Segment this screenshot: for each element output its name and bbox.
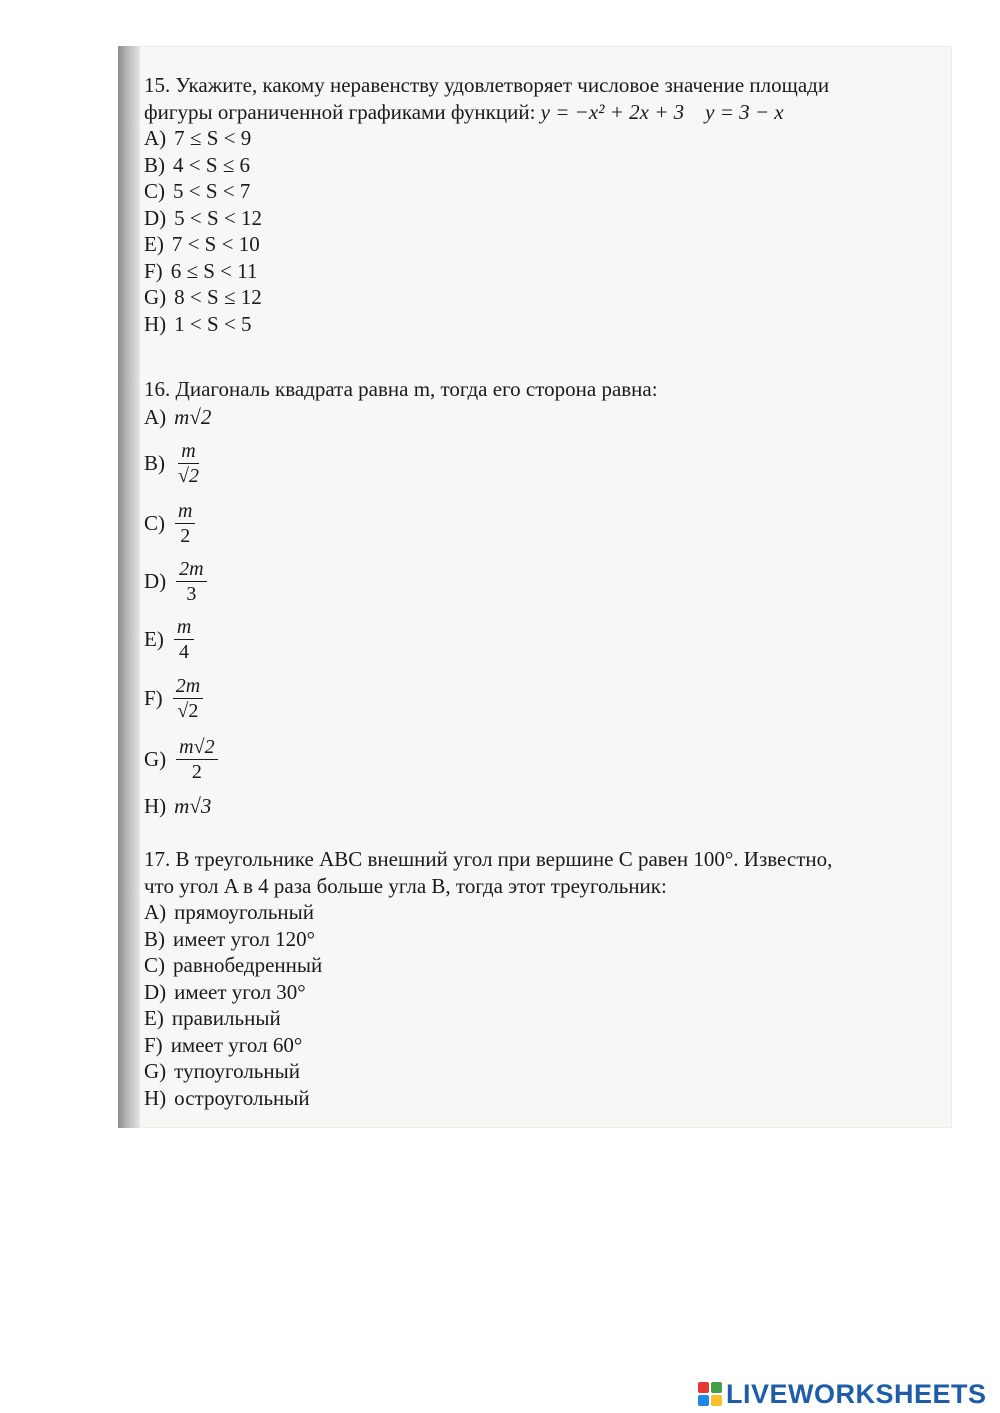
- option-label: A): [144, 900, 167, 924]
- question-17-option-f[interactable]: [144, 1032, 936, 1059]
- logo-square-yellow: [711, 1395, 722, 1406]
- question-17-stem-line-2: что угол A в 4 раза больше угла B, тогда этот треугольник:: [144, 873, 667, 898]
- question-15: [144, 72, 914, 337]
- option-label: G): [144, 747, 167, 772]
- question-15-option-b[interactable]: [144, 152, 914, 179]
- option-text: 6 ≤ S < 11: [170, 258, 258, 283]
- option-text: m√3: [174, 794, 212, 819]
- option-text: 8 < S ≤ 12: [174, 285, 262, 309]
- option-label: C): [144, 511, 165, 536]
- option-label: D): [144, 569, 167, 594]
- fraction-denominator: 2: [180, 525, 191, 547]
- option-text: прямоугольный: [174, 900, 315, 924]
- question-17-option-c[interactable]: [144, 952, 936, 979]
- option-label: D): [144, 205, 167, 230]
- question-15-option-g[interactable]: [144, 284, 914, 311]
- option-text: 7 < S < 10: [171, 232, 260, 256]
- question-15-option-h[interactable]: [144, 311, 914, 338]
- question-15-option-e[interactable]: [144, 231, 914, 258]
- fraction-numerator: 2m: [176, 557, 206, 582]
- question-16-option-h[interactable]: [144, 791, 924, 823]
- fraction: [173, 674, 203, 723]
- option-label: H): [144, 1085, 167, 1110]
- fraction: [176, 735, 217, 784]
- question-16-stem: 16. Диагональ квадрата равна m, тогда его сторона равна:: [144, 377, 658, 401]
- question-17-option-d[interactable]: [144, 979, 936, 1006]
- question-17-option-e[interactable]: [144, 1005, 936, 1032]
- fraction-numerator: 2m: [173, 674, 203, 699]
- option-text: 5 < S < 12: [174, 205, 263, 230]
- option-label: C): [144, 953, 165, 977]
- option-label: C): [144, 179, 165, 203]
- question-17-option-g[interactable]: [144, 1058, 936, 1085]
- fraction-numerator: m√2: [176, 735, 217, 760]
- option-text: имеет угол 120°: [173, 926, 316, 951]
- question-17-option-h[interactable]: [144, 1085, 936, 1112]
- option-text: равнобедренный: [173, 953, 323, 977]
- option-text: имеет угол 60°: [170, 1032, 303, 1057]
- question-16-option-d[interactable]: [144, 553, 924, 611]
- question-15-option-a[interactable]: [144, 125, 914, 152]
- question-17-option-b[interactable]: [144, 926, 936, 953]
- liveworksheets-logo-icon: [698, 1382, 722, 1406]
- fraction-numerator: m: [174, 615, 194, 640]
- option-label: B): [144, 152, 165, 177]
- question-16-option-g[interactable]: [144, 729, 924, 791]
- question-15-stem-line-1: 15. Укажите, какому неравенству удовлетворяет числовое значение площади: [144, 73, 830, 97]
- question-17-options: [144, 899, 936, 1111]
- question-15-function-2: y = 3 − x: [705, 99, 784, 124]
- fraction: [175, 499, 195, 548]
- option-text: остроугольный: [174, 1085, 310, 1110]
- question-17-stem-line-1: 17. В треугольнике ABC внешний угол при вершине C равен 100°. Известно,: [144, 847, 833, 871]
- option-label: E): [144, 232, 164, 256]
- option-text: m√2: [174, 405, 212, 430]
- fraction: [174, 615, 194, 664]
- fraction-denominator: √2: [178, 465, 199, 487]
- scan-shadow-edge: [118, 46, 140, 1128]
- question-15-function-1: y = −x² + 2x + 3: [540, 99, 685, 124]
- question-16-option-c[interactable]: [144, 495, 924, 553]
- question-15-stem-line-2-text: фигуры ограниченной графиками функций:: [144, 99, 536, 124]
- question-17-option-a[interactable]: [144, 899, 936, 926]
- option-label: F): [144, 686, 163, 711]
- logo-square-green: [711, 1382, 722, 1393]
- option-label: H): [144, 311, 167, 336]
- question-16-option-b[interactable]: [144, 433, 924, 495]
- fraction-denominator: 2: [191, 761, 202, 783]
- question-16-option-e[interactable]: [144, 611, 924, 669]
- question-15-option-d[interactable]: [144, 205, 914, 232]
- fraction-numerator: m: [175, 499, 195, 524]
- option-label: B): [144, 926, 165, 951]
- liveworksheets-logo: [698, 1376, 987, 1412]
- option-text: 7 ≤ S < 9: [174, 126, 252, 150]
- question-15-option-c[interactable]: [144, 178, 914, 205]
- fraction-denominator: 4: [179, 641, 190, 663]
- option-label: F): [144, 258, 163, 283]
- option-label: E): [144, 627, 164, 652]
- question-16-option-f[interactable]: [144, 669, 924, 729]
- option-label: D): [144, 979, 167, 1004]
- logo-square-blue: [698, 1395, 709, 1406]
- option-label: H): [144, 794, 167, 819]
- option-label: B): [144, 451, 165, 476]
- option-text: 4 < S ≤ 6: [173, 152, 251, 177]
- fraction: [175, 439, 202, 488]
- option-text: 1 < S < 5: [174, 311, 252, 336]
- fraction-numerator: m: [178, 439, 198, 464]
- fraction-denominator: 3: [186, 583, 197, 605]
- option-text: правильный: [171, 1006, 281, 1030]
- question-17: [144, 846, 936, 1111]
- option-label: A): [144, 405, 167, 430]
- option-label: G): [144, 285, 167, 309]
- fraction-denominator: √2: [177, 700, 199, 722]
- question-15-option-f[interactable]: [144, 258, 914, 285]
- option-label: F): [144, 1032, 163, 1057]
- option-text: тупоугольный: [174, 1059, 300, 1083]
- option-label: E): [144, 1006, 164, 1030]
- question-15-options: [144, 125, 914, 337]
- fraction: [176, 557, 206, 606]
- option-label: G): [144, 1059, 167, 1083]
- option-label: A): [144, 126, 167, 150]
- question-16: [144, 376, 924, 823]
- option-text: имеет угол 30°: [174, 979, 306, 1004]
- liveworksheets-logo-text: LIVEWORKSHEETS: [726, 1378, 987, 1409]
- question-15-stem-line-2: [144, 99, 914, 126]
- logo-square-red: [698, 1382, 709, 1393]
- option-text: 5 < S < 7: [173, 179, 251, 203]
- question-16-option-a[interactable]: [144, 403, 924, 433]
